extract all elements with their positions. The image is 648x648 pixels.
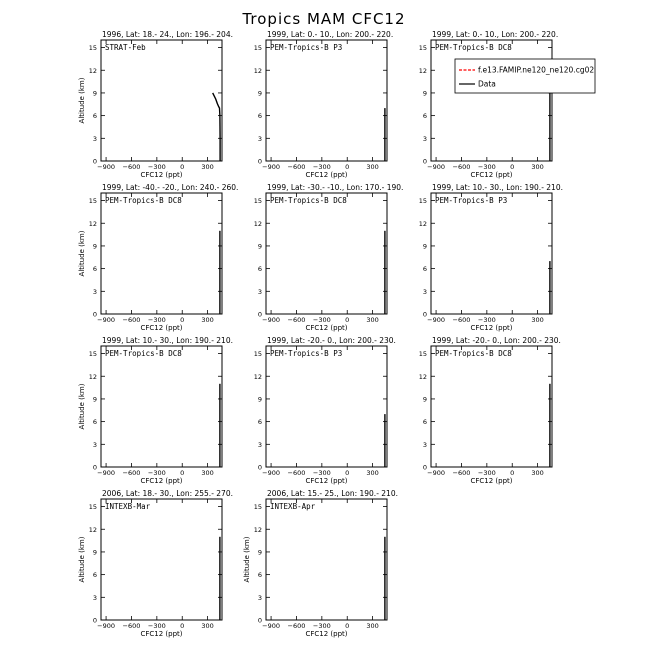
panel-header: 1999, Lat: 0.- 10., Lon: 200.- 220. xyxy=(432,30,559,39)
x-tick-label: −300 xyxy=(312,622,331,630)
y-tick-label: 15 xyxy=(253,350,262,359)
y-tick-label: 12 xyxy=(418,372,427,381)
y-tick-label: 6 xyxy=(92,418,97,427)
y-tick-label: 12 xyxy=(418,66,427,75)
y-tick-label: 12 xyxy=(88,219,97,228)
y-tick-label: 15 xyxy=(88,44,97,53)
x-tick-label: 300 xyxy=(531,163,544,171)
y-axis-title: Altitude (km) xyxy=(78,230,86,277)
panel-label: PEM-Tropics-B DC8 xyxy=(105,349,182,358)
plot-frame xyxy=(266,40,387,161)
y-tick-label: 3 xyxy=(92,593,97,602)
panel-header: 1999, Lat: -20.- 0., Lon: 200.- 230. xyxy=(432,336,561,345)
x-tick-label: −300 xyxy=(147,469,166,477)
panel-header: 1999, Lat: 10.- 30., Lon: 190.- 210. xyxy=(432,183,563,192)
x-tick-label: 300 xyxy=(201,163,214,171)
plot-frame xyxy=(101,40,222,161)
y-tick-label: 0 xyxy=(422,310,427,319)
y-axis-title: Altitude (km) xyxy=(243,536,251,583)
x-tick-label: −600 xyxy=(452,163,471,171)
x-tick-label: 0 xyxy=(510,469,515,477)
y-tick-label: 12 xyxy=(253,372,262,381)
x-tick-label: 0 xyxy=(180,163,185,171)
y-tick-label: 0 xyxy=(257,616,262,625)
y-tick-label: 6 xyxy=(257,571,262,580)
x-tick-label: −600 xyxy=(287,163,306,171)
panel-header: 1999, Lat: -40.- -20., Lon: 240.- 260. xyxy=(102,183,239,192)
panel-label: INTEXB-Apr xyxy=(270,502,316,511)
x-axis-title: CFC12 (ppt) xyxy=(140,630,183,638)
panel-header: 1999, Lat: 10.- 30., Lon: 190.- 210. xyxy=(102,336,233,345)
panel-header: 2006, Lat: 18.- 30., Lon: 255.- 270. xyxy=(102,489,233,498)
y-tick-label: 3 xyxy=(92,134,97,143)
panel-1 xyxy=(78,30,233,179)
x-tick-label: −300 xyxy=(312,469,331,477)
x-axis-title: CFC12 (ppt) xyxy=(140,324,183,332)
x-tick-label: −600 xyxy=(452,469,471,477)
y-tick-label: 3 xyxy=(92,287,97,296)
panel-header: 2006, Lat: 15.- 25., Lon: 190.- 210. xyxy=(267,489,398,498)
panel-5 xyxy=(254,183,404,332)
panel-header: 1999, Lat: 0.- 10., Lon: 200.- 220. xyxy=(267,30,394,39)
y-tick-label: 0 xyxy=(92,157,97,166)
x-axis-title: CFC12 (ppt) xyxy=(140,477,183,485)
x-tick-label: −900 xyxy=(262,316,281,324)
x-tick-label: 300 xyxy=(366,469,379,477)
panels-group xyxy=(78,30,563,638)
plot-frame xyxy=(266,193,387,314)
x-tick-label: −600 xyxy=(122,163,141,171)
plot-frame xyxy=(101,346,222,467)
y-tick-label: 0 xyxy=(257,157,262,166)
y-tick-label: 3 xyxy=(257,287,262,296)
y-tick-label: 6 xyxy=(92,112,97,121)
x-axis-title: CFC12 (ppt) xyxy=(305,630,348,638)
x-tick-label: 0 xyxy=(180,622,185,630)
x-tick-label: 0 xyxy=(510,163,515,171)
x-tick-label: −300 xyxy=(477,163,496,171)
y-tick-label: 12 xyxy=(253,66,262,75)
x-tick-label: −300 xyxy=(312,163,331,171)
x-tick-label: −600 xyxy=(287,316,306,324)
plot-frame xyxy=(266,499,387,620)
x-tick-label: −300 xyxy=(147,163,166,171)
panel-label: INTEXB-Mar xyxy=(105,502,151,511)
y-tick-label: 12 xyxy=(88,372,97,381)
y-tick-label: 9 xyxy=(257,242,262,251)
x-tick-label: −900 xyxy=(427,316,446,324)
legend-box xyxy=(455,59,595,93)
x-tick-label: 0 xyxy=(510,316,515,324)
y-tick-label: 15 xyxy=(418,350,427,359)
figure-title: Tropics MAM CFC12 xyxy=(242,10,406,28)
x-tick-label: −300 xyxy=(147,316,166,324)
y-tick-label: 12 xyxy=(253,525,262,534)
x-tick-label: 300 xyxy=(366,163,379,171)
x-tick-label: 300 xyxy=(201,316,214,324)
x-tick-label: −300 xyxy=(477,469,496,477)
panel-label: PEM-Tropics-B DC8 xyxy=(270,196,347,205)
panel-8 xyxy=(254,336,396,485)
y-tick-label: 15 xyxy=(88,197,97,206)
y-tick-label: 9 xyxy=(257,89,262,98)
panel-6 xyxy=(419,183,563,332)
legend xyxy=(455,59,595,93)
y-tick-label: 15 xyxy=(253,503,262,512)
panel-4 xyxy=(78,183,238,332)
y-tick-label: 0 xyxy=(92,310,97,319)
panel-label: STRAT-Feb xyxy=(105,43,146,52)
x-tick-label: −300 xyxy=(477,316,496,324)
y-tick-label: 9 xyxy=(92,548,97,557)
y-tick-label: 6 xyxy=(92,265,97,274)
panel-label: PEM-Tropics-B DC8 xyxy=(105,196,182,205)
panel-header: 1999, Lat: -30.- -10., Lon: 170.- 190. xyxy=(267,183,404,192)
x-tick-label: −900 xyxy=(262,469,281,477)
x-tick-label: 0 xyxy=(345,316,350,324)
data-series-line xyxy=(213,93,220,161)
x-tick-label: 0 xyxy=(345,163,350,171)
y-tick-label: 6 xyxy=(422,112,427,121)
y-axis-title: Altitude (km) xyxy=(78,383,86,430)
panel-header: 1996, Lat: 18.- 24., Lon: 196.- 204. xyxy=(102,30,233,39)
panel-2 xyxy=(254,30,394,179)
y-tick-label: 0 xyxy=(422,157,427,166)
panel-9 xyxy=(419,336,561,485)
panel-10 xyxy=(78,489,233,638)
y-tick-label: 9 xyxy=(92,89,97,98)
x-axis-title: CFC12 (ppt) xyxy=(305,477,348,485)
y-tick-label: 3 xyxy=(257,134,262,143)
y-tick-label: 0 xyxy=(92,463,97,472)
y-tick-label: 15 xyxy=(253,197,262,206)
plot-frame xyxy=(431,346,552,467)
x-tick-label: −900 xyxy=(97,622,116,630)
x-tick-label: −600 xyxy=(287,622,306,630)
x-tick-label: 0 xyxy=(180,469,185,477)
y-tick-label: 9 xyxy=(257,395,262,404)
x-tick-label: −900 xyxy=(97,316,116,324)
x-axis-title: CFC12 (ppt) xyxy=(470,171,513,179)
x-tick-label: −600 xyxy=(122,622,141,630)
x-tick-label: 300 xyxy=(366,622,379,630)
y-tick-label: 3 xyxy=(422,134,427,143)
y-tick-label: 0 xyxy=(422,463,427,472)
plot-frame xyxy=(431,40,552,161)
y-tick-label: 15 xyxy=(418,197,427,206)
y-tick-label: 15 xyxy=(253,44,262,53)
legend-entry-label: Data xyxy=(478,79,496,89)
panel-label: PEM-Tropics-B P3 xyxy=(435,196,508,205)
y-tick-label: 9 xyxy=(422,242,427,251)
panel-7 xyxy=(78,336,233,485)
plot-frame xyxy=(101,499,222,620)
legend-entry-label: f.e13.FAMIP.ne120_ne120.cg02 xyxy=(478,65,595,75)
x-axis-title: CFC12 (ppt) xyxy=(305,171,348,179)
x-tick-label: −900 xyxy=(97,469,116,477)
y-tick-label: 15 xyxy=(88,503,97,512)
y-tick-label: 3 xyxy=(257,593,262,602)
y-tick-label: 15 xyxy=(418,44,427,53)
panel-label: PEM-Tropics-B P3 xyxy=(270,349,343,358)
x-tick-label: 300 xyxy=(531,469,544,477)
x-tick-label: 0 xyxy=(345,469,350,477)
y-tick-label: 0 xyxy=(257,463,262,472)
x-axis-title: CFC12 (ppt) xyxy=(470,324,513,332)
y-axis-title: Altitude (km) xyxy=(78,536,86,583)
x-tick-label: −900 xyxy=(427,469,446,477)
y-tick-label: 6 xyxy=(257,418,262,427)
y-tick-label: 6 xyxy=(92,571,97,580)
x-tick-label: −900 xyxy=(97,163,116,171)
x-tick-label: −600 xyxy=(122,316,141,324)
x-tick-label: −300 xyxy=(312,316,331,324)
x-tick-label: 0 xyxy=(180,316,185,324)
x-axis-title: CFC12 (ppt) xyxy=(470,477,513,485)
panel-header: 1999, Lat: -20.- 0., Lon: 200.- 230. xyxy=(267,336,396,345)
y-tick-label: 6 xyxy=(257,112,262,121)
x-tick-label: 300 xyxy=(201,469,214,477)
y-tick-label: 12 xyxy=(88,525,97,534)
x-tick-label: 300 xyxy=(531,316,544,324)
x-tick-label: −600 xyxy=(122,469,141,477)
y-tick-label: 6 xyxy=(422,265,427,274)
y-tick-label: 6 xyxy=(422,418,427,427)
x-tick-label: −900 xyxy=(262,622,281,630)
y-tick-label: 0 xyxy=(257,310,262,319)
x-tick-label: −900 xyxy=(427,163,446,171)
x-tick-label: −900 xyxy=(262,163,281,171)
x-axis-title: CFC12 (ppt) xyxy=(140,171,183,179)
panel-3 xyxy=(419,30,559,179)
panel-label: PEM-Tropics-B DC8 xyxy=(435,349,512,358)
y-tick-label: 0 xyxy=(92,616,97,625)
x-tick-label: −600 xyxy=(452,316,471,324)
y-tick-label: 3 xyxy=(257,440,262,449)
panel-label: PEM-Tropics-B DC8 xyxy=(435,43,512,52)
x-tick-label: 300 xyxy=(366,316,379,324)
y-tick-label: 6 xyxy=(257,265,262,274)
x-axis-title: CFC12 (ppt) xyxy=(305,324,348,332)
y-tick-label: 15 xyxy=(88,350,97,359)
y-tick-label: 9 xyxy=(422,89,427,98)
y-tick-label: 3 xyxy=(422,440,427,449)
y-tick-label: 3 xyxy=(92,440,97,449)
x-tick-label: −600 xyxy=(287,469,306,477)
panel-label: PEM-Tropics-B P3 xyxy=(270,43,343,52)
plot-frame xyxy=(101,193,222,314)
x-tick-label: −300 xyxy=(147,622,166,630)
panel-11 xyxy=(243,489,398,638)
y-axis-title: Altitude (km) xyxy=(78,77,86,124)
y-tick-label: 12 xyxy=(418,219,427,228)
x-tick-label: 300 xyxy=(201,622,214,630)
y-tick-label: 12 xyxy=(88,66,97,75)
y-tick-label: 3 xyxy=(422,287,427,296)
plot-frame xyxy=(431,193,552,314)
y-tick-label: 9 xyxy=(92,395,97,404)
y-tick-label: 9 xyxy=(257,548,262,557)
y-tick-label: 9 xyxy=(422,395,427,404)
y-tick-label: 9 xyxy=(92,242,97,251)
plot-frame xyxy=(266,346,387,467)
y-tick-label: 12 xyxy=(253,219,262,228)
x-tick-label: 0 xyxy=(345,622,350,630)
